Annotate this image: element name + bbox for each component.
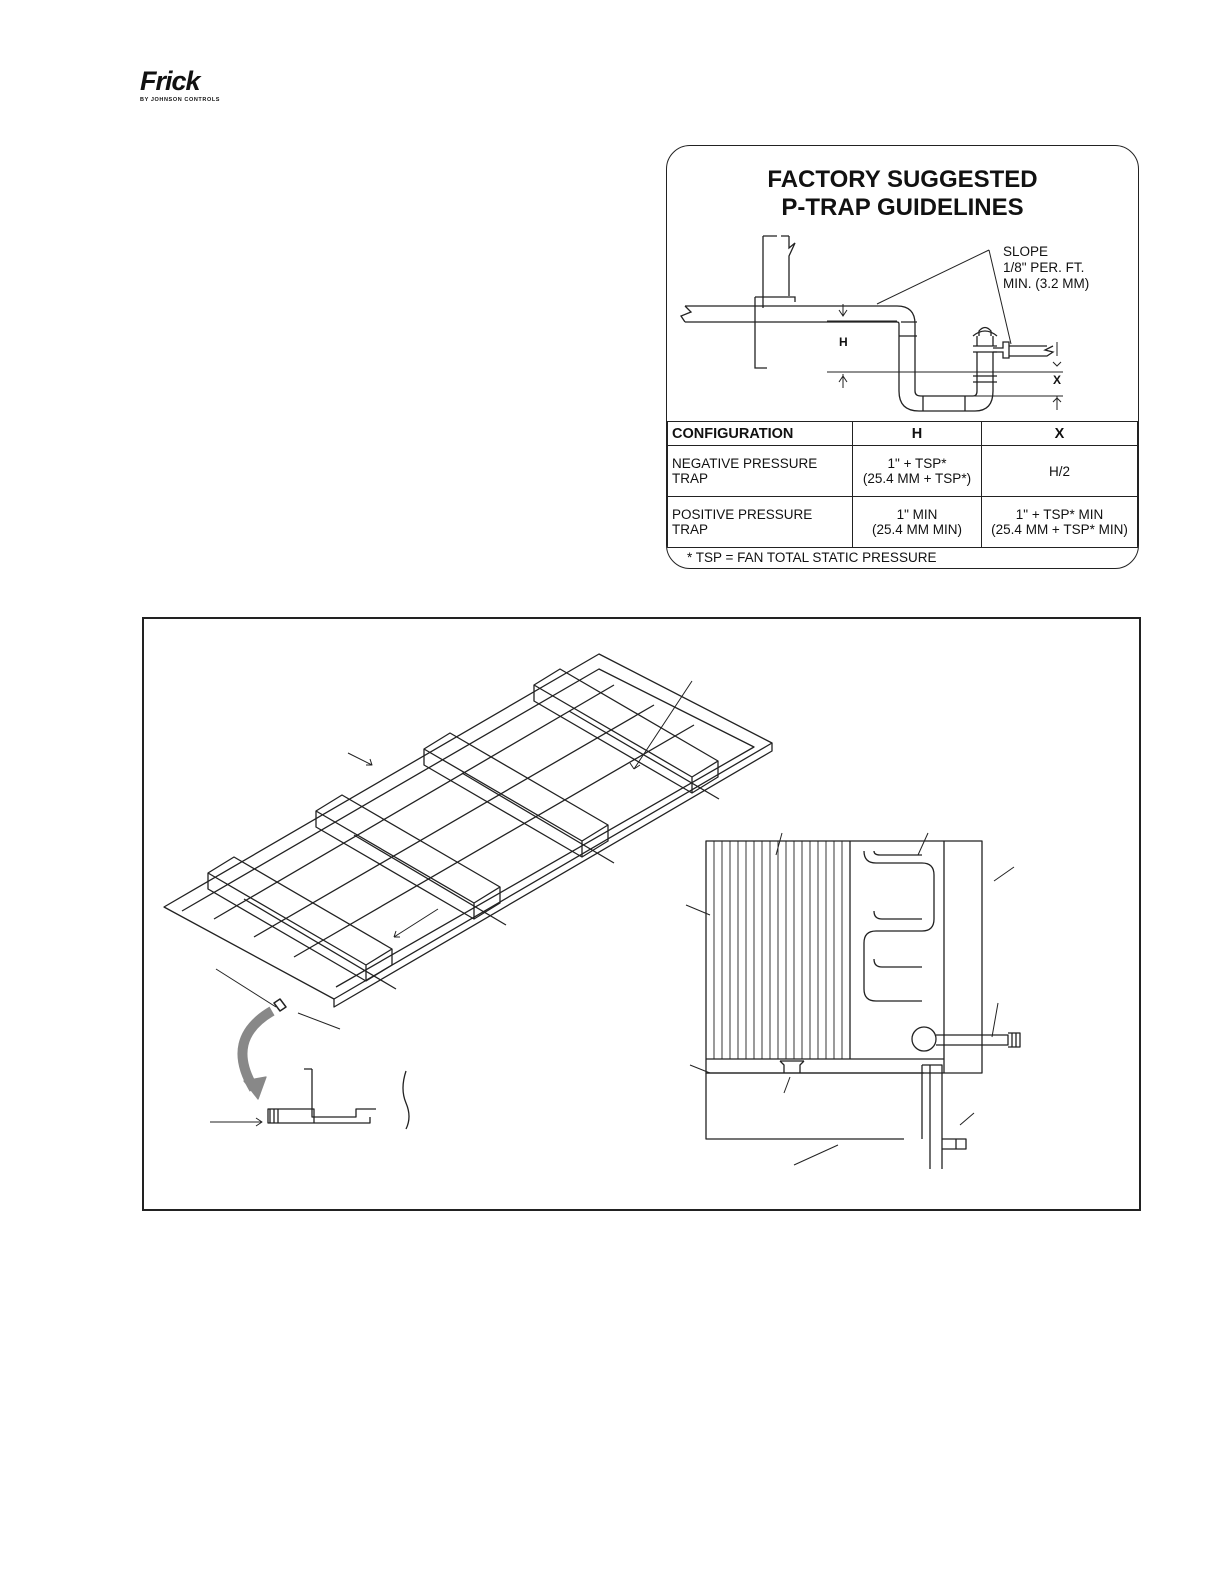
slope-value: 1/8" PER. FT.	[1003, 260, 1085, 275]
support-rail	[208, 857, 392, 981]
drain-pan-drawing	[144, 619, 1139, 1209]
dimension-x-label: X	[1053, 373, 1062, 387]
ptrap-title-line1: FACTORY SUGGESTED	[767, 166, 1038, 193]
drain-pan-figure	[142, 617, 1141, 1211]
row-config: NEGATIVE PRESSURE TRAP	[668, 446, 853, 497]
logo-brand: Frick	[140, 66, 200, 96]
support-rail	[534, 669, 718, 793]
row-h-line2: (25.4 MM MIN)	[871, 522, 962, 537]
row-x-line1: H/2	[1048, 463, 1070, 479]
slope-label: SLOPE	[1003, 244, 1049, 259]
dimension-h-label: H	[839, 335, 848, 349]
table-row	[668, 497, 1138, 548]
ptrap-title-line2: P-TRAP GUIDELINES	[781, 194, 1024, 221]
logo-tagline: BY JOHNSON CONTROLS	[140, 97, 221, 103]
row-x	[982, 446, 1138, 497]
table-header-row	[668, 422, 1138, 446]
table-row	[668, 446, 1138, 497]
row-h	[853, 497, 982, 548]
support-rail	[424, 733, 608, 857]
row-config: POSITIVE PRESSURE TRAP	[668, 497, 853, 548]
ptrap-diagram	[667, 146, 1138, 421]
row-x	[982, 497, 1138, 548]
row-x-line2: (25.4 MM + TSP* MIN)	[991, 522, 1128, 537]
slope-metric: MIN. (3.2 MM)	[1003, 276, 1090, 291]
row-h-line1: 1" MIN	[896, 507, 938, 522]
header-configuration: CONFIGURATION	[668, 422, 853, 446]
row-h	[853, 446, 982, 497]
header-x: X	[982, 422, 1138, 446]
ptrap-table	[667, 421, 1138, 548]
frick-logo	[140, 68, 230, 103]
ptrap-guidelines-panel	[666, 145, 1139, 569]
row-h-line2: (25.4 MM + TSP*)	[862, 471, 972, 486]
row-x-line1: 1" + TSP* MIN	[1015, 507, 1104, 522]
support-rail	[316, 795, 500, 919]
header-h: H	[853, 422, 982, 446]
tsp-footnote: * TSP = FAN TOTAL STATIC PRESSURE	[687, 550, 937, 565]
row-h-line1: 1" + TSP*	[887, 456, 947, 471]
